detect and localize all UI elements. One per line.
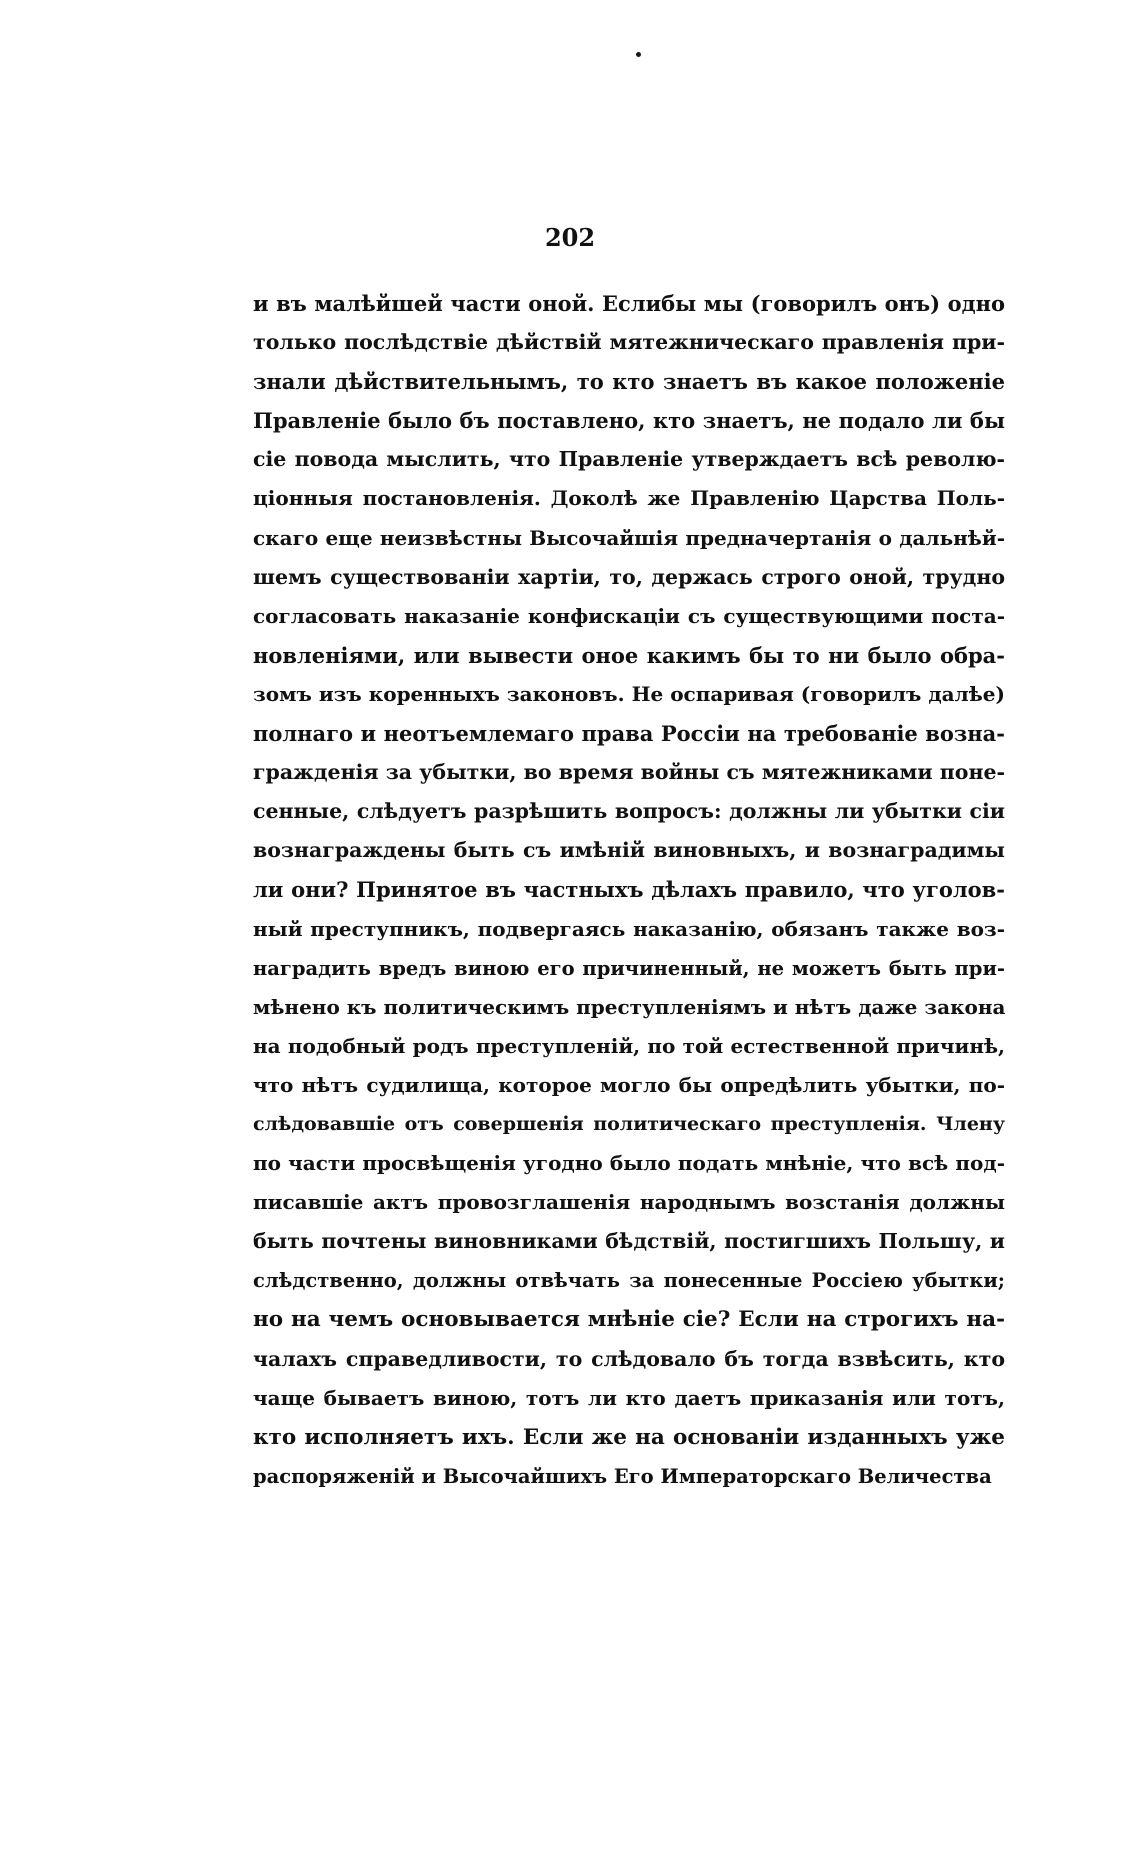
text-line: ціонныя постановленія. Доколѣ же Правленію Царства Поль- — [253, 486, 1005, 511]
text-line: но на чемъ основывается мнѣніе сіе? Если на строгихъ на- — [253, 1307, 1005, 1333]
text-line: полнаго и неотъемлемаго права Россіи на требованіе возна- — [253, 721, 1005, 747]
text-line: и въ малѣйшей части оной. Еслибы мы (говорилъ онъ) одно — [253, 291, 1005, 316]
text-line: быть почтены виновниками бѣдствій, постигшихъ Польшу, и — [253, 1229, 1005, 1254]
text-line: на подобный родъ преступленій, по той естественной причинѣ, — [253, 1033, 1005, 1058]
text-line: ли они? Принятое въ частныхъ дѣлахъ правило, что уголов- — [253, 877, 1005, 903]
print-speck — [636, 52, 641, 57]
text-line: шемъ существованіи хартіи, то, держась строго оной, трудно — [253, 564, 1005, 589]
text-line: новленіями, или вывести оное какимъ бы то ни было обра- — [253, 642, 1005, 668]
text-line: только послѣдствіе дѣйствій мятежническаго правленія при- — [253, 330, 1005, 355]
text-line: по части просвѣщенія угодно было подать мнѣніе, что всѣ под- — [253, 1151, 1005, 1176]
text-line: вознаграждены быть съ имѣній виновныхъ, и вознаградимы — [253, 838, 1005, 863]
text-line: слѣдовавшіе отъ совершенія политическаго преступленія. Члену — [253, 1112, 1005, 1135]
text-line: кто исполняетъ ихъ. Если же на основаніи изданныхъ уже — [253, 1424, 1005, 1450]
page-number: 202 — [544, 223, 596, 252]
text-line: писавшіе актъ провозглашенія народнымъ возстанія должны — [253, 1190, 1005, 1215]
text-line: чаще бываетъ виною, тотъ ли кто даетъ приказанія или тотъ, — [253, 1385, 1005, 1410]
text-line: чалахъ справедливости, то слѣдовало бъ тогда взвѣсить, кто — [253, 1346, 1005, 1371]
text-line: мѣнено къ политическимъ преступленіямъ и нѣтъ даже закона — [253, 994, 1005, 1019]
text-line: распоряженій и Высочайшихъ Его Императорскаго Величества — [253, 1464, 992, 1488]
text-line: гражденія за убытки, во время войны съ мятежниками поне- — [253, 760, 1005, 785]
text-line: знали дѣйствительнымъ, то кто знаетъ въ какое положеніе — [253, 369, 1005, 395]
text-line: сіе повода мыслить, что Правленіе утверждаетъ всѣ револю- — [253, 447, 1005, 472]
text-line: зомъ изъ коренныхъ законовъ. Не оспаривая (говорилъ далѣе) — [253, 681, 1005, 706]
text-line: наградить вредъ виною его причиненный, не можетъ быть при- — [253, 956, 1005, 980]
text-line: ный преступникъ, подвергаясь наказанію, обязанъ также воз- — [253, 916, 1005, 941]
text-line: слѣдственно, должны отвѣчать за понесенные Россіею убытки; — [253, 1269, 1005, 1293]
text-line: что нѣтъ судилища, которое могло бы опредѣлить убытки, по- — [253, 1072, 1005, 1097]
text-line: скаго еще неизвѣстны Высочайшія предначертанія о дальнѣй- — [253, 525, 1005, 550]
body-text — [253, 284, 1005, 1496]
text-line: Правленіе было бъ поставлено, кто знаетъ, не подало ли бы — [253, 408, 1005, 434]
text-line: сенные, слѣдуетъ разрѣшить вопросъ: должны ли убытки сіи — [253, 799, 1005, 824]
text-line: согласовать наказаніе конфискаціи съ существующими поста- — [253, 603, 1005, 628]
